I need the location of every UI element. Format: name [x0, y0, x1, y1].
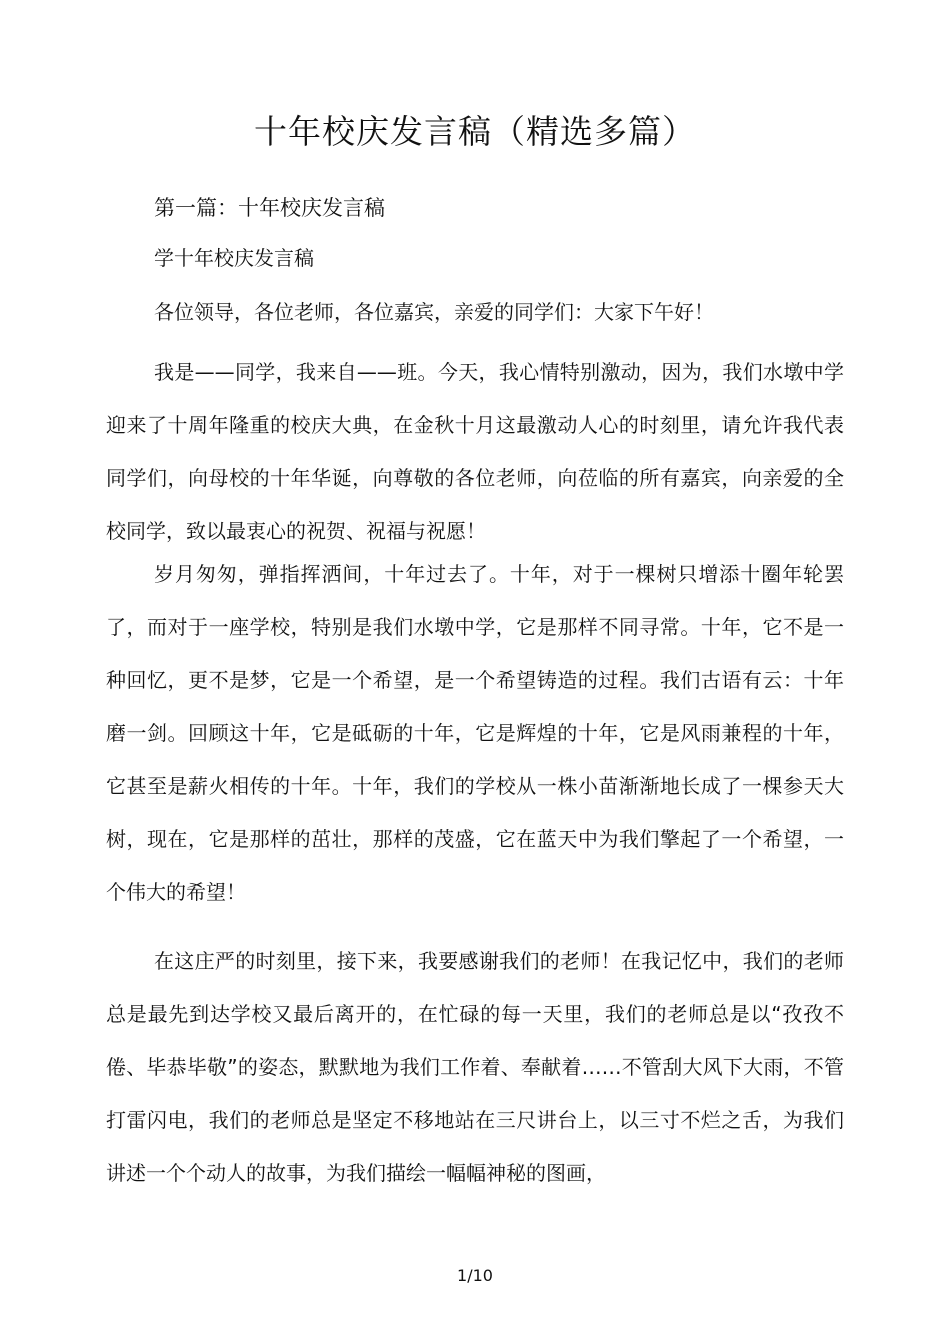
- salutation: 各位领导，各位老师，各位嘉宾，亲爱的同学们：大家下午好！: [154, 300, 714, 324]
- section-heading: 第一篇：十年校庆发言稿: [154, 196, 385, 220]
- body-paragraph: 岁月匆匆，弹指挥洒间，十年过去了。十年，对于一棵树只增添十圈年轮罢了，而对于一座学校，特别是我们水墩中学，它是那样不同寻常。十年，它不是一种回忆，更不是梦，它是一个希望，是一个希望铸造的过程。我们古语有云：十年磨一剑。回顾这十年，它是砥砺的十年，它是辉煌的十年，它是风雨兼程的十年，它甚至是薪火相传的十年。十年，我们的学校从一株小苗渐渐地长成了一棵参天大树，现在，它是那样的茁壮，那样的茂盛，它在蓝天中为我们擎起了一个希望，一个伟大的希望！: [106, 562, 844, 904]
- document-title: 十年校庆发言稿（精选多篇）: [254, 112, 696, 151]
- body-paragraph: 我是——同学，我来自——班。今天，我心情特别激动，因为，我们水墩中学迎来了十周年隆重的校庆大典，在金秋十月这最激动人心的时刻里，请允许我代表同学们，向母校的十年华诞，向尊敬的各位老师，向莅临的所有嘉宾，向亲爱的全校同学，致以最衷心的祝贺、祝福与祝愿！: [106, 360, 844, 543]
- page-number: 1/10: [457, 1266, 493, 1285]
- speech-subheading: 学十年校庆发言稿: [154, 246, 314, 270]
- body-paragraph: 在这庄严的时刻里，接下来，我要感谢我们的老师！在我记忆中，我们的老师总是最先到达学校又最后离开的，在忙碌的每一天里，我们的老师总是以“孜孜不倦、毕恭毕敬”的姿态，默默地为我们工作着、奉献着……不管刮大风下大雨，不管打雷闪电，我们的老师总是坚定不移地站在三尺讲台上，以三寸不烂之舌，为我们讲述一个个动人的故事，为我们描绘一幅幅神秘的图画，: [106, 949, 844, 1185]
